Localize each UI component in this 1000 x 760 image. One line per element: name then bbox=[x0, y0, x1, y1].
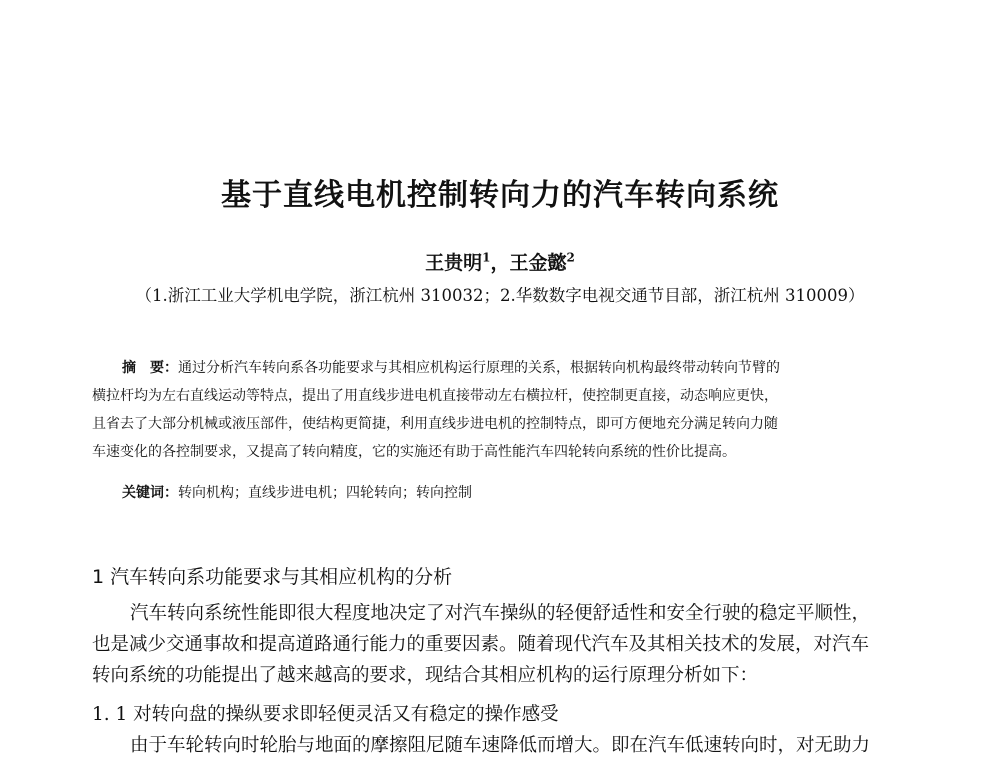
abstract-text: 通过分析汽车转向系各功能要求与其相应机构运行原理的关系，根据转向机构最终带动转向节臂的 bbox=[178, 360, 780, 376]
author-affiliation-marker-2: 2 bbox=[566, 250, 575, 265]
author-separator: ， bbox=[490, 252, 510, 274]
author-affiliation-marker-1: 1 bbox=[482, 250, 491, 265]
paragraph-line: 转向系统的功能提出了越来越高的要求，现结合其相应机构的运行原理分析如下： bbox=[92, 665, 759, 686]
subsection-1-1-body-line: 由于车轮转向时轮胎与地面的摩擦阻尼随车速降低而增大。即在汽车低速转向时，对无助力 bbox=[130, 735, 871, 756]
subsection-1-1-heading: 1. 1 对转向盘的操纵要求即轻便灵活又有稳定的操作感受 bbox=[92, 704, 559, 725]
abstract-label: 摘 要： bbox=[122, 360, 178, 376]
keywords bbox=[122, 482, 472, 502]
abstract bbox=[92, 354, 910, 466]
paragraph-line: 也是减少交通事故和提高道路通行能力的重要因素。随着现代汽车及其相关技术的发展，对汽车 bbox=[92, 634, 870, 655]
author-line bbox=[0, 248, 1000, 275]
section-1-body bbox=[92, 598, 922, 691]
section-1-heading: 1 汽车转向系功能要求与其相应机构的分析 bbox=[92, 566, 453, 588]
keywords-text: 转向机构；直线步进电机；四轮转向；转向控制 bbox=[178, 485, 472, 501]
author-name-1: 王贵明 bbox=[425, 252, 483, 274]
paper-title: 基于直线电机控制转向力的汽车转向系统 bbox=[221, 178, 779, 213]
keywords-label: 关键词： bbox=[122, 485, 178, 501]
affiliations: （1.浙江工业大学机电学院，浙江杭州 310032；2.华数数字电视交通节目部，浙江杭州 310009） bbox=[135, 286, 865, 305]
abstract-line-1 bbox=[92, 354, 910, 382]
abstract-line-4: 车速变化的各控制要求，又提高了转向精度，它的实施还有助于高性能汽车四轮转向系统的性价比提高。 bbox=[92, 444, 736, 460]
abstract-line-2: 横拉杆均为左右直线运动等特点，提出了用直线步进电机直接带动左右横拉杆，使控制更直接，动态响应更快， bbox=[92, 388, 778, 404]
abstract-line-3: 且省去了大部分机械或液压部件，使结构更简捷，利用直线步进电机的控制特点，即可方便地充分满足转向力随 bbox=[92, 416, 778, 432]
author-name-2: 王金懿 bbox=[509, 252, 567, 274]
paragraph-line: 汽车转向系统性能即很大程度地决定了对汽车操纵的轻便舒适性和安全行驶的稳定平顺性， bbox=[130, 603, 871, 624]
